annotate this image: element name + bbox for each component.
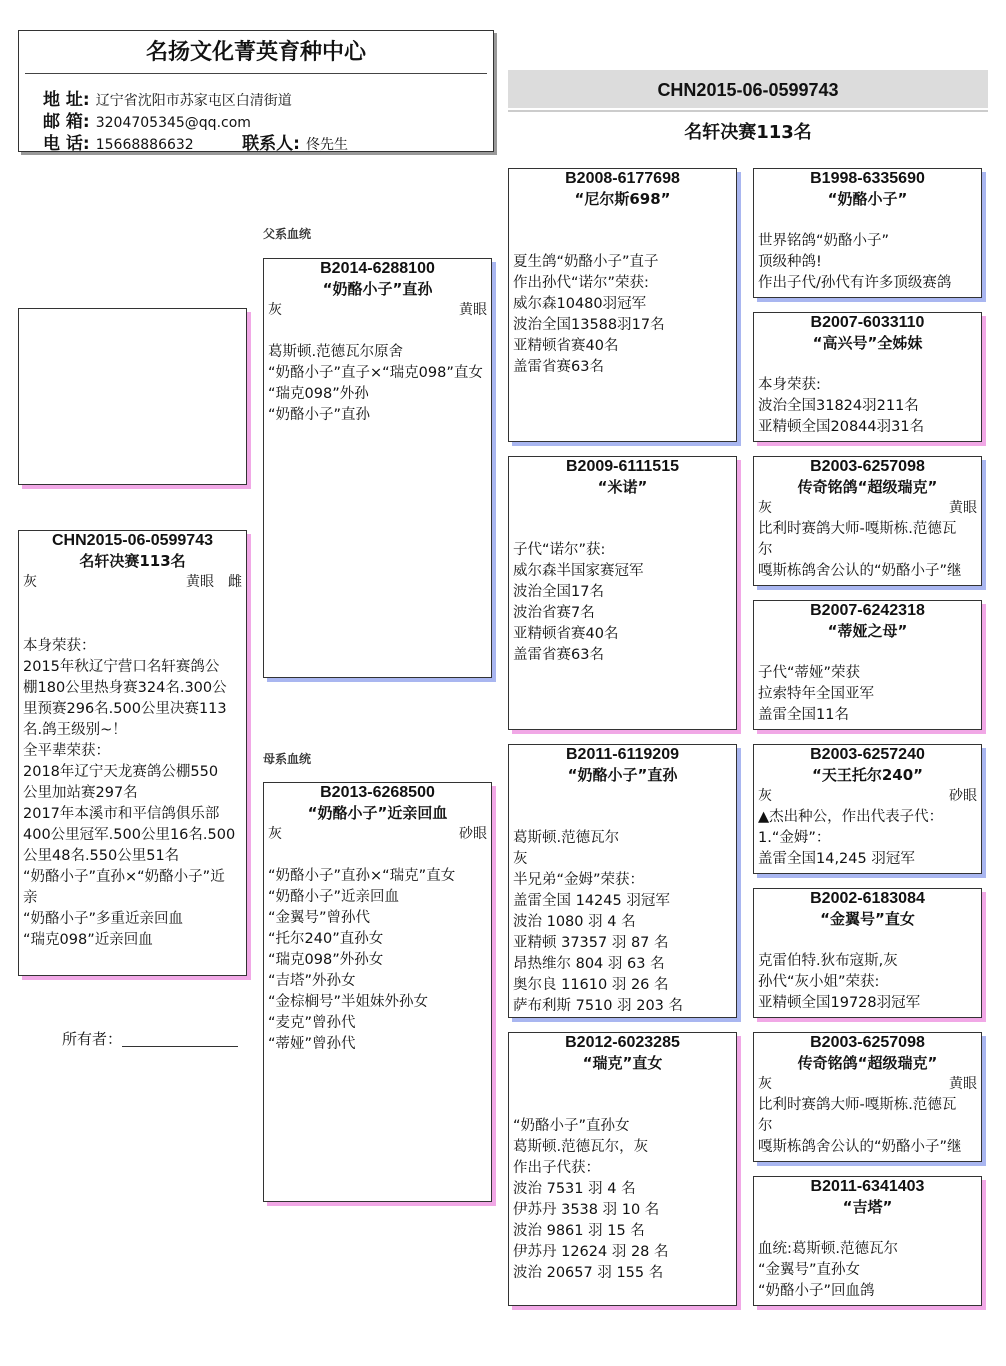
subject-description-line: 400公里冠军.500公里16名.500	[23, 827, 236, 843]
feather-color: 灰	[268, 302, 282, 318]
pedigree-note-line: 波治全国31824羽211名	[758, 398, 919, 414]
pedigree-note-line: 奥尔良 11610 羽 26 名	[513, 977, 669, 993]
great-grandparent-card-2	[753, 312, 982, 442]
pedigree-note-line: 作出子代/孙代有许多顶级赛鸽	[758, 275, 952, 291]
pigeon-name: “奶酪小子”直孙	[567, 766, 678, 784]
pedigree-note-line: 顶级种鸽!	[758, 254, 822, 270]
pedigree-note-line: “瑞克098”外孙	[268, 386, 369, 402]
pedigree-note-line: “瑞克098”外孙女	[268, 952, 384, 968]
grandsire-maternal-card	[508, 744, 737, 1018]
feather-color: 灰	[758, 788, 772, 804]
pedigree-note-line: 灰	[513, 851, 528, 867]
great-grandparent-card-5	[753, 744, 982, 874]
pedigree-note-line: “蒂娅”曾孙代	[268, 1036, 356, 1052]
pedigree-note-line: 葛斯顿.范德瓦尔原舍	[268, 344, 404, 360]
subject-description-line: “奶酪小子”直孙×“奶酪小子”近	[23, 869, 225, 885]
subject-card	[18, 530, 247, 976]
address-value: 辽宁省沈阳市苏家屯区白清街道	[95, 93, 292, 109]
subject-description-line: “瑞克098”近亲回血	[23, 932, 153, 948]
ring-number: B2014-6288100	[320, 260, 435, 277]
phone-value: 15668886632	[95, 137, 194, 152]
pedigree-note-line: 伊苏丹 12624 羽 28 名	[513, 1244, 669, 1260]
ring-number: B2008-6177698	[565, 170, 680, 187]
subject-description-line: 2017年本溪市和平信鸽俱乐部	[23, 806, 220, 822]
ring-number: B2011-6341403	[810, 1178, 925, 1195]
pigeon-name: “尼尔斯698”	[574, 190, 671, 208]
pedigree-note-line: 亚精顿全国19728羽冠军	[758, 995, 921, 1011]
pedigree-note-line: 子代“蒂娅”荣获	[758, 665, 861, 681]
feather-color: 灰	[758, 1076, 772, 1092]
owner-label: 所有者：	[62, 1030, 123, 1048]
phone-line	[43, 129, 348, 152]
pedigree-note-line: 亚精顿省赛40名	[513, 338, 619, 354]
pigeon-name: 传奇铭鸽“超级瑞克”	[797, 1054, 938, 1072]
pigeon-name: “米诺”	[597, 478, 648, 496]
pedigree-note-line: “金棕榈号”半姐妹外孙女	[268, 994, 429, 1010]
pedigree-note-line: 萨布利斯 7510 羽 203 名	[513, 998, 684, 1014]
pedigree-note-line: 波治省赛7名	[513, 605, 595, 621]
subject-description-line: “奶酪小子”多重近亲回血	[23, 911, 184, 927]
pedigree-note-line: 盖雷省赛63名	[513, 647, 604, 663]
dam-line-label: 母系血统	[263, 752, 312, 766]
pedigree-note-line: 盖雷全国14,245 羽冠军	[758, 851, 915, 867]
subject-name: 名轩决赛113名	[79, 552, 186, 570]
grandsire-paternal-card	[508, 168, 737, 442]
email-value: 3204705345@qq.com	[95, 115, 251, 131]
pedigree-note-line: 比利时赛鸽大师-嘎斯栋.范德瓦	[758, 1097, 957, 1113]
ring-number: B2003-6257098	[810, 458, 925, 475]
ring-number: B2007-6033110	[810, 314, 925, 331]
subject-eye: 黄眼	[186, 574, 214, 590]
pedigree-note-line: 盖雷省赛63名	[513, 359, 604, 375]
pedigree-note-line: 孙代“灰小姐”荣获:	[758, 974, 880, 990]
traits-row	[754, 1074, 981, 1095]
pedigree-note-line: 拉索特年全国亚军	[758, 686, 874, 702]
ring-number: B2007-6242318	[810, 602, 925, 619]
great-grandparent-card-6	[753, 888, 982, 1018]
feather-color: 灰	[758, 500, 772, 516]
feather-color: 灰	[268, 826, 282, 842]
granddam-maternal-card	[508, 1032, 737, 1306]
pedigree-note-line: “奶酪小子”直子×“瑞克098”直女	[268, 365, 483, 381]
traits-row	[264, 300, 491, 321]
subject-ring: CHN2015-06-0599743	[52, 532, 213, 549]
pedigree-note-line: 比利时赛鸽大师-嘎斯栋.范德瓦	[758, 521, 957, 537]
pedigree-note-line: 尔	[758, 542, 773, 558]
pedigree-note-line: “麦克”曾孙代	[268, 1015, 356, 1031]
owner-field	[62, 1028, 238, 1049]
subject-description-line: 亲	[23, 890, 38, 906]
pigeon-photo	[18, 308, 247, 485]
subject-description-line: 2018年辽宁天龙赛鸽公棚550	[23, 764, 219, 780]
pedigree-note-line: 嘎斯栋鸽舍公认的“奶酪小子”继	[758, 563, 962, 579]
pedigree-note-line: 子代“诺尔”获:	[513, 542, 606, 558]
pedigree-note-line: 亚精顿全国20844羽31名	[758, 419, 925, 435]
great-grandparent-card-8	[753, 1176, 982, 1306]
pedigree-note-line: 盖雷全国11名	[758, 707, 849, 723]
subject-description-line: 公里加站赛297名	[23, 785, 138, 801]
subject-description-line: 里预赛296名.500公里决赛113	[23, 701, 227, 717]
ring-number: B2003-6257098	[810, 1034, 925, 1051]
pigeon-name: “天王托尔240”	[811, 766, 924, 784]
great-grandparent-card-7	[753, 1032, 982, 1162]
pigeon-name: “金翼号”直女	[820, 910, 915, 928]
pedigree-note-line: 葛斯顿.范德瓦尔	[513, 830, 620, 846]
pigeon-name: 传奇铭鸽“超级瑞克”	[797, 478, 938, 496]
subject-description-line: 名.鸽王级别~！	[23, 722, 127, 738]
header-divider	[25, 73, 487, 74]
ring-number: B2002-6183084	[810, 890, 925, 907]
pedigree-note-line: “奶酪小子”近亲回血	[268, 889, 400, 905]
pedigree-note-line: 1.“金姆”：	[758, 830, 831, 846]
eye-type: 砂眼	[949, 788, 977, 804]
pedigree-note-line: 血统:葛斯顿.范德瓦尔	[758, 1241, 898, 1257]
sire-line-label: 父系血统	[263, 227, 312, 241]
address-label: 地 址:	[43, 90, 90, 110]
subject-description-line: 本身荣获：	[23, 638, 96, 654]
pedigree-note-line: 半兄弟“金姆”荣获：	[513, 872, 645, 888]
pedigree-note-line: “托尔240”直孙女	[268, 931, 384, 947]
pedigree-note-line: 波治 1080 羽 4 名	[513, 914, 636, 930]
ring-number: B2003-6257240	[810, 746, 925, 763]
traits-row	[264, 824, 491, 845]
pedigree-note-line: 伊苏丹 3538 羽 10 名	[513, 1202, 660, 1218]
eye-type: 黄眼	[949, 1076, 977, 1092]
pedigree-note-line: 波治 9861 羽 15 名	[513, 1223, 645, 1239]
pedigree-note-line: 威尔森10480羽冠军	[513, 296, 647, 312]
top-ring-band	[508, 70, 988, 110]
top-pigeon-name: 名轩决赛113名	[684, 122, 812, 143]
granddam-paternal-card	[508, 456, 737, 730]
subject-description-line: 全平辈荣获：	[23, 743, 110, 759]
pedigree-note-line: 世界铭鸽“奶酪小子”	[758, 233, 890, 249]
email-label: 邮 箱:	[43, 112, 90, 132]
pedigree-note-line: 本身荣获:	[758, 377, 821, 393]
header-box	[18, 30, 494, 152]
pigeon-name: “奶酪小子”近亲回血	[307, 804, 448, 822]
phone-label: 电 话:	[43, 134, 90, 152]
subject-description-line: 公里48名.550公里51名	[23, 848, 180, 864]
pedigree-note-line: “奶酪小子”回血鸽	[758, 1283, 875, 1299]
pedigree-note-line: 威尔森半国家赛冠军	[513, 563, 644, 579]
subject-description-line: 2015年秋辽宁营口名轩赛鸽公	[23, 659, 220, 675]
pedigree-note-line: 作出孙代“诺尔”荣获:	[513, 275, 649, 291]
pigeon-name: “蒂娅之母”	[827, 622, 908, 640]
great-grandparent-card-3	[753, 456, 982, 586]
pedigree-note-line: 嘎斯栋鸽舍公认的“奶酪小子”继	[758, 1139, 962, 1155]
pigeon-name: “高兴号”全姊妹	[812, 334, 923, 352]
pedigree-note-line: 盖雷全国 14245 羽冠军	[513, 893, 670, 909]
eye-type: 黄眼	[949, 500, 977, 516]
owner-blank-line	[122, 1046, 238, 1047]
pigeon-name: “瑞克”直女	[582, 1054, 663, 1072]
dam-card	[263, 782, 492, 1202]
pedigree-note-line: 波治 7531 羽 4 名	[513, 1181, 636, 1197]
pedigree-note-line: “奶酪小子”直孙女	[513, 1118, 630, 1134]
ring-number: B2011-6119209	[566, 746, 679, 763]
pigeon-name: “吉塔”	[842, 1198, 893, 1216]
eye-type: 黄眼	[459, 302, 487, 318]
sire-card	[263, 258, 492, 678]
subject-sex: 雌	[228, 574, 242, 590]
pedigree-note-line: 亚精顿 37357 羽 87 名	[513, 935, 669, 951]
pedigree-note-line: “奶酪小子”直孙	[268, 407, 371, 423]
pedigree-note-line: 亚精顿省赛40名	[513, 626, 619, 642]
pedigree-note-line: 作出子代获：	[513, 1160, 600, 1176]
pedigree-note-line: “金翼号”曾孙代	[268, 910, 371, 926]
pedigree-note-line: 波治 20657 羽 155 名	[513, 1265, 664, 1281]
traits-row	[754, 498, 981, 519]
top-ring-number: CHN2015-06-0599743	[657, 80, 839, 100]
subject-description	[19, 636, 246, 951]
ring-number: B2013-6268500	[320, 784, 435, 801]
great-grandparent-card-1	[753, 168, 982, 298]
contact-label: 联系人:	[242, 134, 300, 152]
traits-row	[754, 786, 981, 807]
pedigree-note-line: 波治全国13588羽17名	[513, 317, 665, 333]
contact-value: 佟先生	[305, 137, 348, 152]
pedigree-note-line: 昂热维尔 804 羽 63 名	[513, 956, 665, 972]
subject-description-line: 棚180公里热身赛324名.300公	[23, 680, 227, 696]
ring-number: B2012-6023285	[565, 1034, 680, 1051]
great-grandparent-card-4	[753, 600, 982, 730]
pedigree-note-line: 葛斯顿.范德瓦尔，灰	[513, 1139, 649, 1155]
pigeon-name: “奶酪小子”	[827, 190, 908, 208]
header-title: 名扬文化菁英育种中心	[145, 40, 366, 65]
pedigree-note-line: ▲杰出种公，作出代表子代：	[758, 809, 944, 825]
pedigree-note-line: “奶酪小子”直孙×“瑞克”直女	[268, 868, 456, 884]
pedigree-note-line: 波治全国17名	[513, 584, 604, 600]
ring-number: B1998-6335690	[810, 170, 925, 187]
eye-type: 砂眼	[459, 826, 487, 842]
pedigree-note-line: 克雷伯特.狄布寇斯,灰	[758, 953, 898, 969]
pedigree-note-line: “吉塔”外孙女	[268, 973, 356, 989]
subject-color: 灰	[23, 574, 37, 590]
subject-traits	[19, 572, 246, 593]
pigeon-name: “奶酪小子”直孙	[322, 280, 433, 298]
pedigree-note-line: 尔	[758, 1118, 773, 1134]
pedigree-note-line: 夏生鸽“奶酪小子”直子	[513, 254, 659, 270]
pedigree-note-line: “金翼号”直孙女	[758, 1262, 861, 1278]
ring-number: B2009-6111515	[566, 458, 679, 475]
